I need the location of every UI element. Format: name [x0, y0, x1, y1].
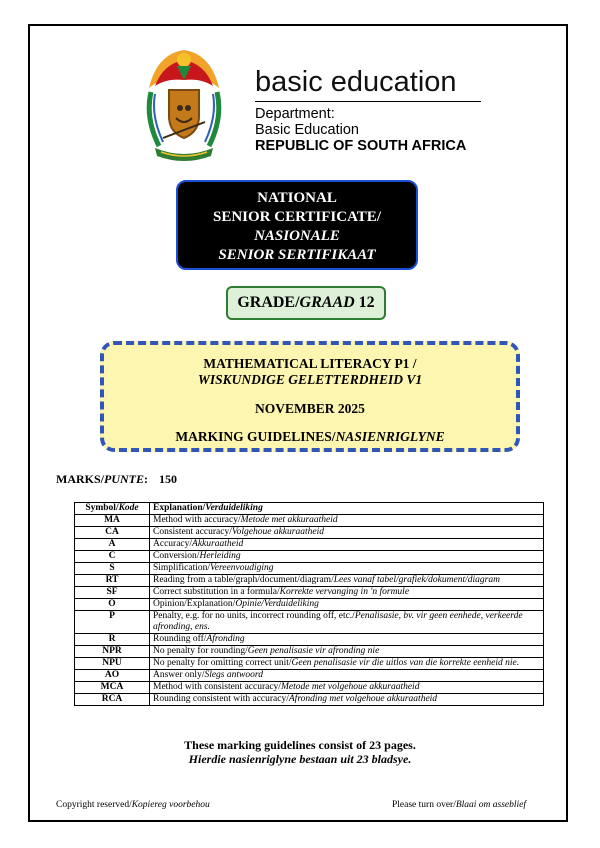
marks-label: MARKS/	[56, 472, 104, 486]
certificate-box	[176, 180, 418, 270]
department-name: Basic Education	[255, 122, 359, 138]
explanation-cell: Penalty, e.g. for no units, incorrect rounding off, etc./Penalisasie, bv. vir geen eenhede, verkeerde afronding, ens.	[150, 611, 544, 634]
footer-turn-over: Please turn over/Blaai om asseblief	[392, 800, 527, 810]
explanation-cell: Conversion/Herleiding	[150, 551, 544, 563]
certificate-line: NASIONALE	[254, 228, 340, 244]
brand-divider	[255, 101, 481, 102]
subject-box	[100, 341, 520, 452]
table-row	[75, 694, 544, 706]
table-row	[75, 515, 544, 527]
exam-date: NOVEMBER 2025	[255, 401, 365, 416]
explanation-cell: Simplification/Vereenvoudiging	[150, 563, 544, 575]
symbol-cell: CA	[75, 527, 150, 539]
table-row	[75, 599, 544, 611]
page-count-note: These marking guidelines consist of 23 pages.	[184, 738, 416, 752]
table-row	[75, 646, 544, 658]
table-row	[75, 587, 544, 599]
symbol-cell: S	[75, 563, 150, 575]
subject-title-af: WISKUNDIGE GELETTERDHEID V1	[197, 372, 423, 387]
explanation-cell: Correct substitution in a formula/Korrekte vervanging in 'n formule	[150, 587, 544, 599]
symbol-cell: RT	[75, 575, 150, 587]
guidelines-title	[104, 429, 516, 445]
symbol-cell: P	[75, 611, 150, 634]
brand-title: basic education	[255, 66, 457, 98]
symbol-cell: A	[75, 539, 150, 551]
explanation-cell: Answer only/Slegs antwoord	[150, 670, 544, 682]
table-row	[75, 670, 544, 682]
explanation-column-header: Explanation/Verduideliking	[150, 503, 544, 515]
explanation-cell: Method with consistent accuracy/Metode met volgehoue akkuraatheid	[150, 682, 544, 694]
symbol-cell: AO	[75, 670, 150, 682]
symbol-cell: MCA	[75, 682, 150, 694]
table-row	[75, 634, 544, 646]
table-row	[75, 658, 544, 670]
explanation-cell: Accuracy/Akkuraatheid	[150, 539, 544, 551]
marks-colon: :	[144, 472, 148, 486]
marks-value: 150	[159, 472, 177, 486]
symbol-cell: RCA	[75, 694, 150, 706]
symbol-cell: SF	[75, 587, 150, 599]
explanation-cell: Opinion/Explanation/Opinie/Verduideliking	[150, 599, 544, 611]
department-label: Department:	[255, 106, 335, 122]
table-row	[75, 551, 544, 563]
table-row	[75, 682, 544, 694]
marks-label-af: PUNTE	[104, 472, 144, 486]
explanation-cell: Method with accuracy/Metode met akkuraatheid	[150, 515, 544, 527]
table-row	[75, 611, 544, 634]
certificate-line: NATIONAL	[257, 190, 337, 206]
footer-copyright: Copyright reserved/Kopiereg voorbehou	[56, 800, 210, 810]
symbol-cell: NPU	[75, 658, 150, 670]
symbol-cell: O	[75, 599, 150, 611]
page-count-note-af: Hierdie nasienriglyne bestaan uit 23 bladsye.	[188, 752, 412, 766]
explanation-cell: No penalty for rounding/Geen penalisasie vir afronding nie	[150, 646, 544, 658]
symbol-cell: MA	[75, 515, 150, 527]
table-row	[75, 527, 544, 539]
explanation-cell: No penalty for omitting correct unit/Geen penalisasie vir die uitlos van die korrekte eenheid nie.	[150, 658, 544, 670]
certificate-line: SENIOR SERTIFIKAAT	[218, 247, 376, 263]
coat-of-arms-icon	[143, 46, 225, 164]
table-row	[75, 539, 544, 551]
grade-label: GRADE/	[237, 294, 300, 311]
grade-value: 12	[358, 294, 375, 311]
symbol-cell: NPR	[75, 646, 150, 658]
country-name: REPUBLIC OF SOUTH AFRICA	[255, 138, 467, 154]
explanation-cell: Rounding consistent with accuracy/Afronding met volgehoue akkuraatheid	[150, 694, 544, 706]
legend-body	[75, 515, 544, 706]
guidelines-label-af: NASIENRIGLYNE	[335, 429, 445, 444]
marks-total	[56, 472, 177, 487]
symbol-column-header: Symbol/Kode	[75, 503, 150, 515]
grade-label-af: GRAAD	[299, 294, 355, 311]
explanation-cell: Reading from a table/graph/document/diagram/Lees vanaf tabel/grafiek/dokument/diagram	[150, 575, 544, 587]
guidelines-label: MARKING GUIDELINES/	[175, 429, 336, 444]
table-row	[75, 563, 544, 575]
subject-title: MATHEMATICAL LITERACY P1 /	[203, 356, 417, 371]
explanation-cell: Consistent accuracy/Volgehoue akkuraatheid	[150, 527, 544, 539]
explanation-cell: Rounding off/Afronding	[150, 634, 544, 646]
certificate-line: SENIOR CERTIFICATE/	[213, 209, 381, 225]
table-row	[75, 575, 544, 587]
grade-box	[226, 286, 386, 320]
symbol-legend-table	[74, 502, 544, 706]
table-header-row	[75, 503, 544, 515]
symbol-cell: R	[75, 634, 150, 646]
symbol-cell: C	[75, 551, 150, 563]
